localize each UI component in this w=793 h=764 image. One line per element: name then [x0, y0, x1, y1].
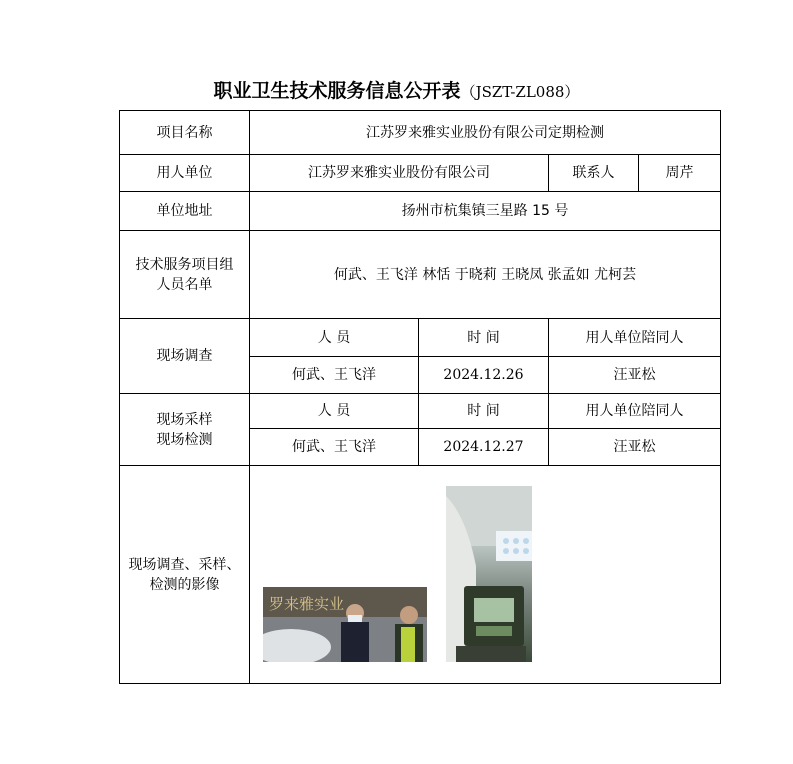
info-table: [119, 110, 721, 684]
survey-header-time: 时 间: [419, 319, 549, 357]
survey-label: 现场调查: [120, 319, 250, 394]
row-sampling-header: [120, 394, 721, 429]
row-survey-header: [120, 319, 721, 357]
title-main: 职业卫生技术服务信息公开表: [213, 80, 461, 102]
sampling-header-people: 人 员: [250, 394, 419, 429]
sampling-label: 现场采样现场检测: [120, 394, 250, 466]
survey-header-accompany: 用人单位陪同人: [549, 319, 721, 357]
site-survey-photo: [263, 587, 427, 662]
site-sampling-photo-drawing: [446, 486, 532, 662]
row-project: [120, 111, 721, 155]
sampling-people: 何武、王飞洋: [250, 429, 419, 466]
employer-value: 江苏罗来雅实业股份有限公司: [250, 155, 549, 192]
sampling-header-accompany: 用人单位陪同人: [549, 394, 721, 429]
survey-time: 2024.12.26: [419, 357, 549, 394]
sampling-time: 2024.12.27: [419, 429, 549, 466]
sampling-accompany: 汪亚松: [549, 429, 721, 466]
row-address: [120, 192, 721, 231]
page-title: [0, 76, 793, 103]
address-value: 扬州市杭集镇三星路 15 号: [250, 192, 721, 231]
title-code: （JSZT-ZL088）: [460, 83, 580, 101]
survey-people: 何武、王飞洋: [250, 357, 419, 394]
row-images: [120, 466, 721, 684]
site-sampling-photo: [446, 486, 532, 662]
team-value: 何武、王飞洋 林恬 于晓莉 王晓凤 张孟如 尤柯芸: [250, 231, 721, 319]
survey-accompany: 汪亚松: [549, 357, 721, 394]
row-team: [120, 231, 721, 319]
project-label: 项目名称: [120, 111, 250, 155]
contact-value: 周芹: [639, 155, 721, 192]
employer-label: 用人单位: [120, 155, 250, 192]
address-label: 单位地址: [120, 192, 250, 231]
images-cell: [250, 466, 721, 684]
survey-header-people: 人 员: [250, 319, 419, 357]
images-label: 现场调查、采样、检测的影像: [120, 466, 250, 684]
site-survey-photo-drawing: [263, 587, 427, 662]
row-employer: [120, 155, 721, 192]
team-label: 技术服务项目组人员名单: [120, 231, 250, 319]
contact-label: 联系人: [549, 155, 639, 192]
project-value: 江苏罗来雅实业股份有限公司定期检测: [250, 111, 721, 155]
photo-sign-text: 罗来雅实业: [269, 595, 345, 613]
sampling-header-time: 时 间: [419, 394, 549, 429]
